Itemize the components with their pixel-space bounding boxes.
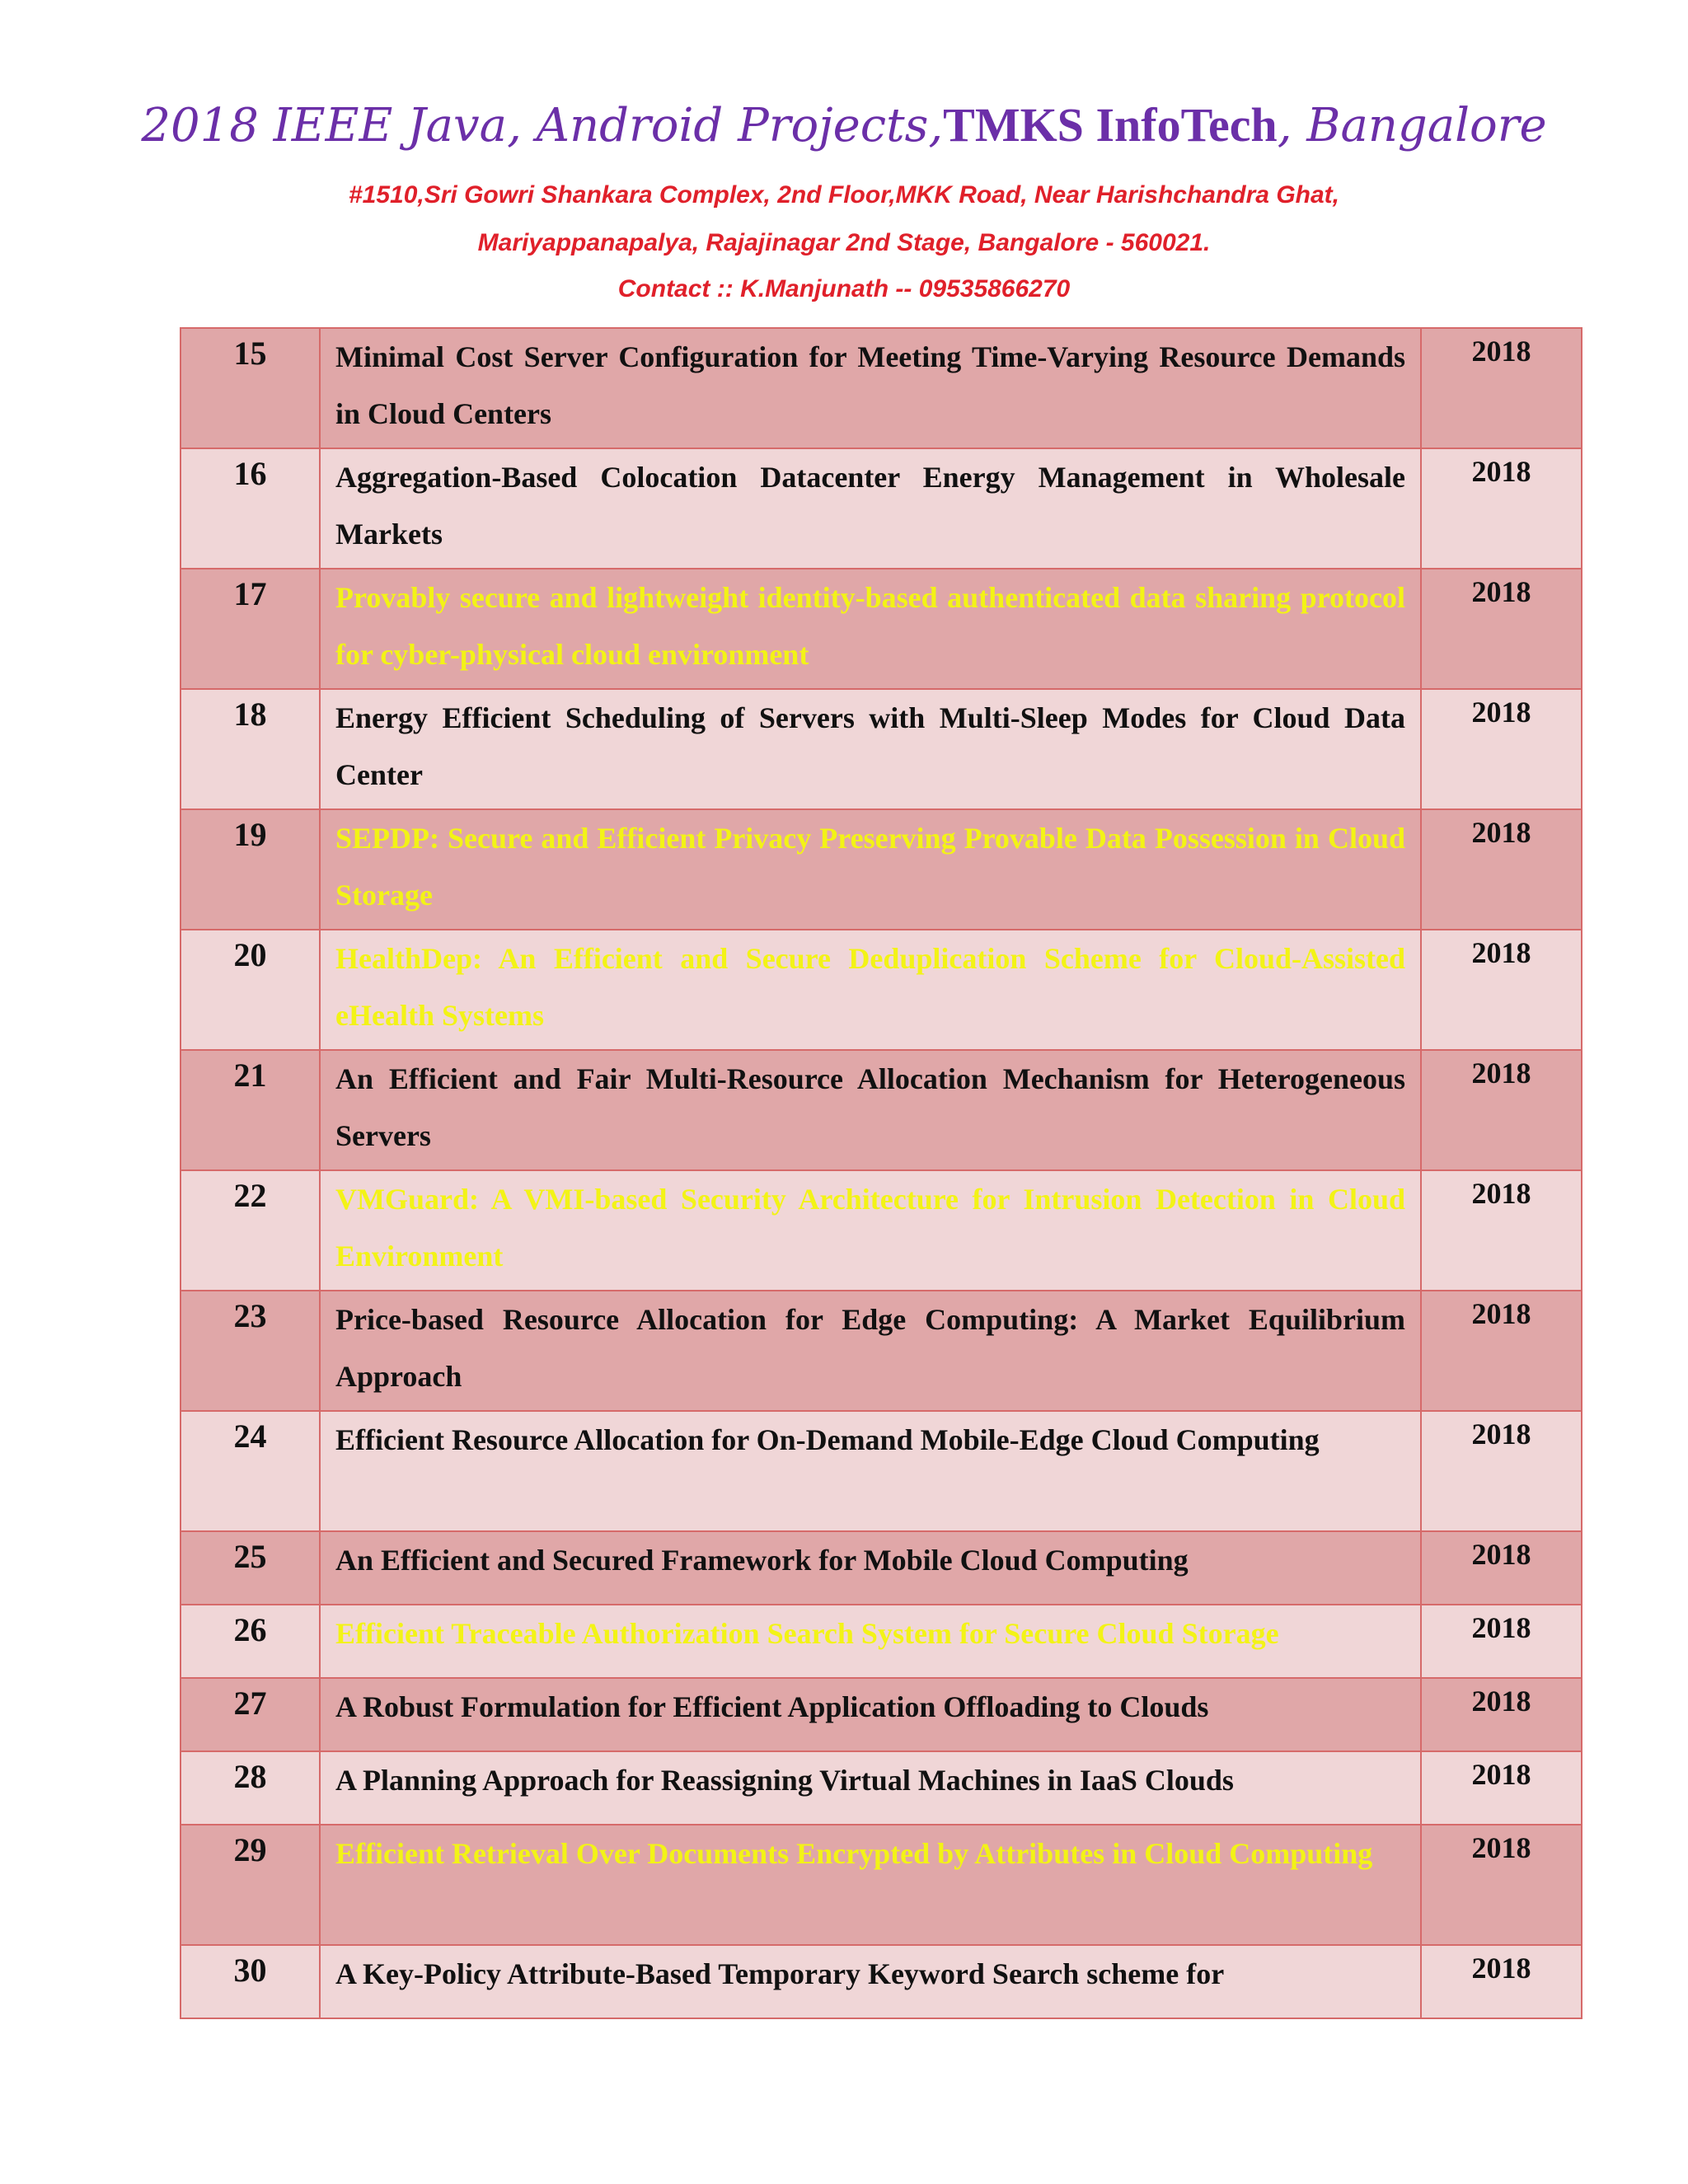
table-row: [181, 1170, 1582, 1291]
project-year: 2018: [1421, 1605, 1582, 1678]
project-title: Efficient Retrieval Over Documents Encrypted by Attributes in Cloud Computing: [320, 1825, 1421, 1945]
project-number: 15: [181, 328, 320, 448]
table-row: [181, 1050, 1582, 1170]
project-title: VMGuard: A VMI-based Security Architecture for Intrusion Detection in Cloud Environment: [320, 1170, 1421, 1291]
address-line-2: Mariyappanapalya, Rajajinagar 2nd Stage, Bangalore - 560021.: [477, 229, 1211, 256]
table-row: [181, 1531, 1582, 1605]
project-number: 19: [181, 809, 320, 930]
project-title: Provably secure and lightweight identity-based authenticated data sharing protocol for cyber-physical cloud environment: [320, 569, 1421, 689]
project-number: 23: [181, 1291, 320, 1411]
table-row: [181, 1678, 1582, 1751]
project-year: 2018: [1421, 1678, 1582, 1751]
project-year: 2018: [1421, 448, 1582, 569]
project-year: 2018: [1421, 1531, 1582, 1605]
project-title: HealthDep: An Efficient and Secure Deduplication Scheme for Cloud-Assisted eHealth Systems: [320, 930, 1421, 1050]
project-number: 29: [181, 1825, 320, 1945]
company-name: TMKS InfoTech: [943, 98, 1278, 152]
project-number: 30: [181, 1945, 320, 2018]
project-number: 20: [181, 930, 320, 1050]
project-year: 2018: [1421, 569, 1582, 689]
project-title: A Planning Approach for Reassigning Virtual Machines in IaaS Clouds: [320, 1751, 1421, 1825]
project-number: 24: [181, 1411, 320, 1531]
project-title: Efficient Resource Allocation for On-Demand Mobile-Edge Cloud Computing: [320, 1411, 1421, 1531]
title-prefix: 2018 IEEE Java, Android Projects,: [141, 99, 944, 152]
project-number: 18: [181, 689, 320, 809]
title-suffix: , Bangalore: [1277, 99, 1547, 152]
project-year: 2018: [1421, 1945, 1582, 2018]
project-year: 2018: [1421, 1291, 1582, 1411]
table-row: [181, 809, 1582, 930]
project-title: Price-based Resource Allocation for Edge Computing: A Market Equilibrium Approach: [320, 1291, 1421, 1411]
project-title: SEPDP: Secure and Efficient Privacy Preserving Provable Data Possession in Cloud Storage: [320, 809, 1421, 930]
table-row: [181, 1751, 1582, 1825]
table-row: [181, 328, 1582, 448]
projects-table-body: [181, 328, 1582, 2018]
project-title: A Key-Policy Attribute-Based Temporary Keyword Search scheme for: [320, 1945, 1421, 2018]
table-row: [181, 1605, 1582, 1678]
page-title: [0, 97, 1688, 152]
project-number: 21: [181, 1050, 320, 1170]
project-year: 2018: [1421, 809, 1582, 930]
contact-line: Contact :: K.Manjunath -- 09535866270: [617, 275, 1071, 302]
project-title: An Efficient and Secured Framework for Mobile Cloud Computing: [320, 1531, 1421, 1605]
project-title: Efficient Traceable Authorization Search System for Secure Cloud Storage: [320, 1605, 1421, 1678]
project-number: 27: [181, 1678, 320, 1751]
project-year: 2018: [1421, 328, 1582, 448]
project-year: 2018: [1421, 689, 1582, 809]
table-row: [181, 689, 1582, 809]
project-number: 22: [181, 1170, 320, 1291]
project-number: 25: [181, 1531, 320, 1605]
table-row: [181, 1945, 1582, 2018]
project-year: 2018: [1421, 1050, 1582, 1170]
table-row: [181, 569, 1582, 689]
project-year: 2018: [1421, 1411, 1582, 1531]
project-year: 2018: [1421, 1751, 1582, 1825]
project-title: A Robust Formulation for Efficient Application Offloading to Clouds: [320, 1678, 1421, 1751]
project-title: Minimal Cost Server Configuration for Meeting Time-Varying Resource Demands in Cloud Centers: [320, 328, 1421, 448]
table-row: [181, 1411, 1582, 1531]
project-number: 28: [181, 1751, 320, 1825]
table-row: [181, 1291, 1582, 1411]
project-year: 2018: [1421, 930, 1582, 1050]
table-row: [181, 1825, 1582, 1945]
project-title: An Efficient and Fair Multi-Resource Allocation Mechanism for Heterogeneous Servers: [320, 1050, 1421, 1170]
project-number: 16: [181, 448, 320, 569]
project-title: Aggregation-Based Colocation Datacenter Energy Management in Wholesale Markets: [320, 448, 1421, 569]
projects-table: [180, 327, 1582, 2019]
project-number: 17: [181, 569, 320, 689]
project-year: 2018: [1421, 1825, 1582, 1945]
table-row: [181, 448, 1582, 569]
table-row: [181, 930, 1582, 1050]
project-number: 26: [181, 1605, 320, 1678]
project-year: 2018: [1421, 1170, 1582, 1291]
address-line-1: #1510,Sri Gowri Shankara Complex, 2nd Floor,MKK Road, Near Harishchandra Ghat,: [348, 181, 1339, 209]
project-title: Energy Efficient Scheduling of Servers with Multi-Sleep Modes for Cloud Data Center: [320, 689, 1421, 809]
